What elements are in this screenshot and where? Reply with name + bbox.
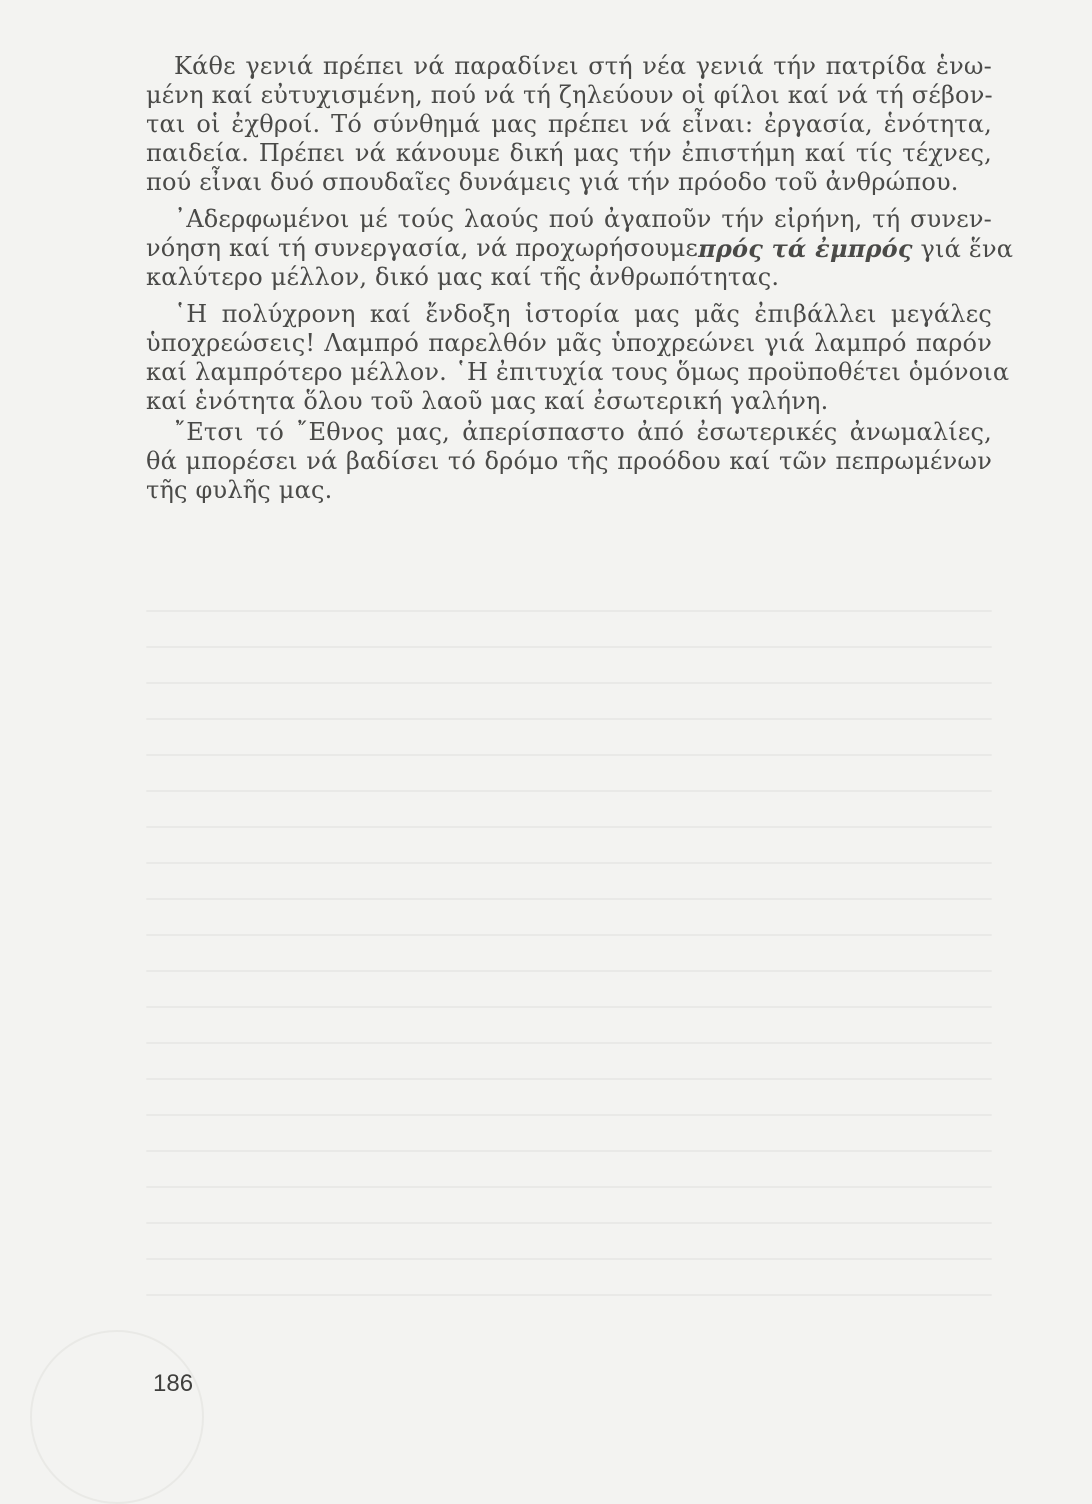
text-segment: γιά ἕνα	[920, 235, 1014, 263]
text-line: μένη καί εὐτυχισμένη, πού νά τή ζηλεύουν οἱ φίλοι καί νά τή σέβον-	[146, 81, 993, 109]
emphasized-phrase: πρός τά ἐμπρός	[698, 234, 913, 263]
text-line: ται οἱ ἐχθροί. Τό σύνθημά μας πρέπει νά εἶναι: ἐργασία, ἑνότητα,	[146, 110, 992, 138]
text-line: ὑποχρεώσεις! Λαμπρό παρελθόν μᾶς ὑποχρεώνει γιά λαμπρό παρόν	[146, 329, 992, 357]
text-line: πού εἶναι δυό σπουδαῖες δυνάμεις γιά τήν πρόοδο τοῦ ἀνθρώπου.	[146, 168, 959, 196]
text-line: τῆς φυλῆς μας.	[146, 476, 333, 504]
paragraph-4	[146, 418, 992, 505]
paragraph-2	[146, 205, 1014, 292]
text-segment: νόηση καί τή συνεργασία, νά προχωρήσουμε	[146, 234, 699, 262]
text-line: καί λαμπρότερο μέλλον. ῾Η ἐπιτυχία τους ὅμως προϋποθέτει ὁμόνοια	[146, 358, 1010, 386]
text-line: καλύτερο μέλλον, δικό μας καί τῆς ἀνθρωπότητας.	[146, 263, 780, 291]
paragraph-3	[146, 300, 1010, 416]
text-line: θά μπορέσει νά βαδίσει τό δρόμο τῆς προόδου καί τῶν πεπρωμένων	[146, 447, 992, 475]
paragraph-1	[146, 52, 992, 197]
text-line: παιδεία. Πρέπει νά κάνουμε δική μας τήν ἐπιστήμη καί τίς τέχνες,	[146, 139, 992, 167]
text-line: καί ἑνότητα ὅλου τοῦ λαοῦ μας καί ἐσωτερική γαλήνη.	[146, 387, 829, 415]
text-line: ᾿Αδερφωμένοι μέ τούς λαούς πού ἀγαποῦν τήν εἰρήνη, τή συνεν-	[174, 205, 992, 233]
body-text	[146, 52, 1014, 505]
faint-seal-mark	[30, 1330, 204, 1504]
show-through-text	[146, 610, 992, 1310]
text-line: ῎Ετσι τό ῎Εθνος μας, ἀπερίσπαστο ἀπό ἐσωτερικές ἀνωμαλίες,	[174, 418, 992, 446]
page-number: 186	[153, 1370, 194, 1397]
text-line: Κάθε γενιά πρέπει νά παραδίνει στή νέα γενιά τήν πατρίδα ἑνω-	[174, 52, 992, 80]
text-line: ῾Η πολύχρονη καί ἔνδοξη ἱστορία μας μᾶς ἐπιβάλλει μεγάλες	[174, 300, 992, 328]
text-line-mixed	[146, 234, 1014, 263]
